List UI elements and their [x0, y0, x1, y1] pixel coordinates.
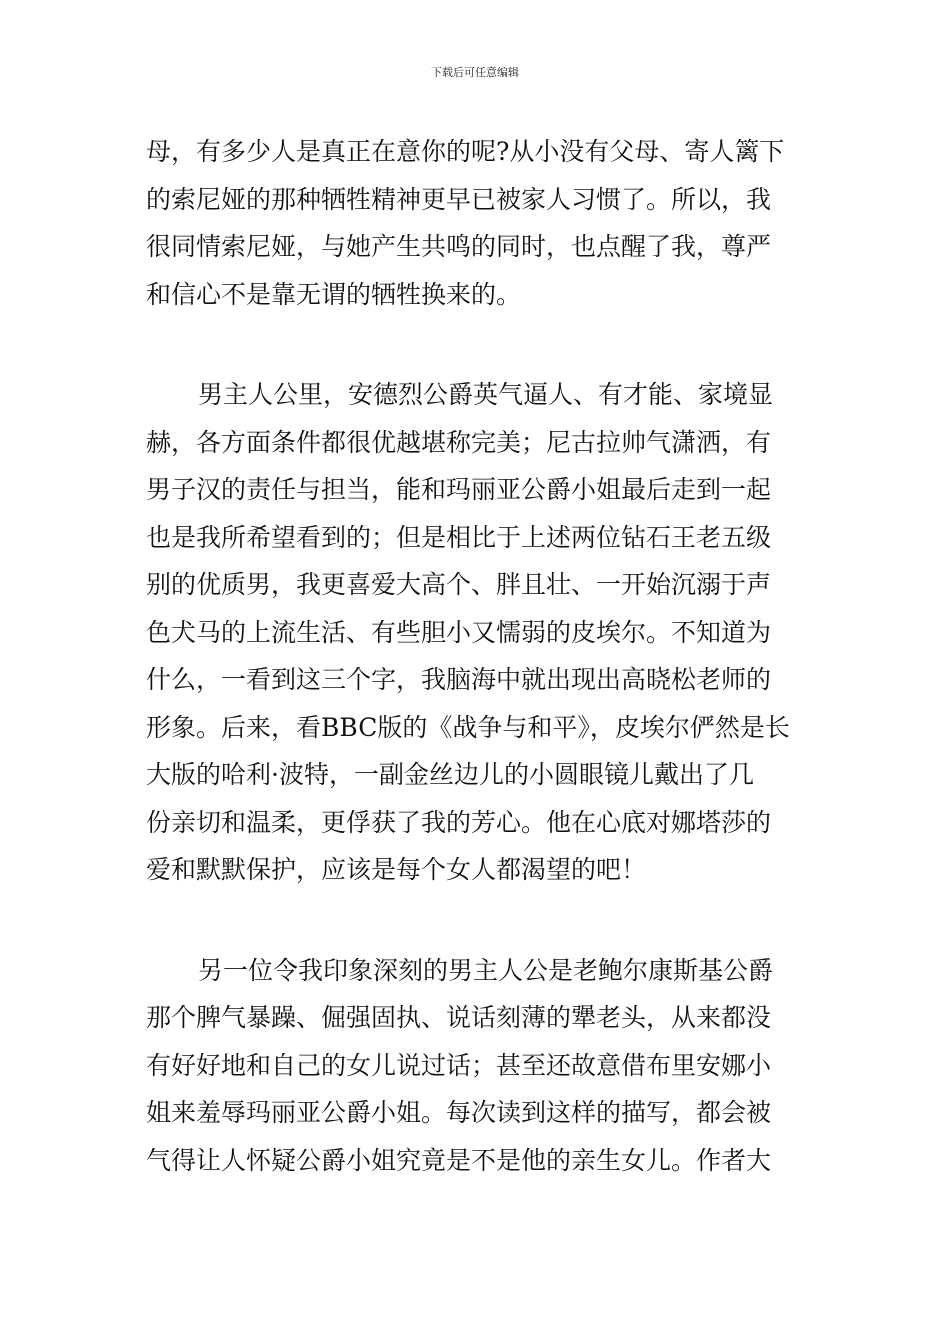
text-line: 色犬马的上流生活、有些胆小又懦弱的皮埃尔。不知道为 — [146, 617, 772, 647]
text-line: 份亲切和温柔，更俘获了我的芳心。他在心底对娜塔莎的 — [146, 807, 772, 837]
text-line: 别的优质男，我更喜爱大高个、胖且壮、一开始沉溺于声 — [146, 570, 772, 599]
text-line: 的索尼娅的那种牺牲精神更早已被家人习惯了。所以，我 — [146, 184, 772, 214]
text-line: 和信心不是靠无谓的牺牲换来的。 — [146, 279, 522, 309]
text-line: 另一位令我印象深刻的男主人公是老鲍尔康斯基公爵 — [198, 955, 774, 985]
paragraph-spacer — [146, 318, 810, 371]
text-line: 那个脾气暴躁、倔强固执、说话刻薄的犟老头，从来都没 — [146, 1003, 772, 1032]
paragraph-2 — [146, 371, 810, 894]
text-line: 形象。后来，看BBC版的《战争与和平》，皮埃尔俨然是长 — [146, 712, 790, 742]
text-line: 很同情索尼娅，与她产生共鸣的同时，也点醒了我，尊严 — [146, 232, 772, 261]
text-line: 母，有多少人是真正在意你的呢?从小没有父母、寄人篱下 — [146, 137, 785, 166]
paragraph-1 — [146, 128, 810, 318]
text-line: 也是我所希望看到的；但是相比于上述两位钻石王老五级 — [146, 522, 772, 552]
text-line: 气得让人怀疑公爵小姐究竟是不是他的亲生女儿。作者大 — [146, 1145, 772, 1175]
text-line: 大版的哈利·波特，一副金丝边儿的小圆眼镜儿戴出了几 — [146, 760, 754, 789]
text-line: 男子汉的责任与担当，能和玛丽亚公爵小姐最后走到一起 — [146, 475, 772, 504]
paragraph-3 — [146, 947, 810, 1185]
text-line: 爱和默默保护，应该是每个女人都渴望的吧！ — [146, 855, 647, 884]
text-line: 男主人公里，安德烈公爵英气逼人、有才能、家境显 — [198, 380, 774, 409]
text-line: 有好好地和自己的女儿说过话；甚至还故意借布里安娜小 — [146, 1050, 772, 1080]
text-line: 姐来羞辱玛丽亚公爵小姐。每次读到这样的描写，都会被 — [146, 1098, 772, 1127]
page-header: 下载后可任意编辑 — [431, 66, 519, 79]
document-body — [146, 128, 810, 1184]
paragraph-spacer — [146, 894, 810, 947]
text-line: 什么，一看到这三个字，我脑海中就出现出高晓松老师的 — [146, 665, 772, 694]
text-line: 赫，各方面条件都很优越堪称完美；尼古拉帅气潇洒，有 — [146, 427, 772, 457]
